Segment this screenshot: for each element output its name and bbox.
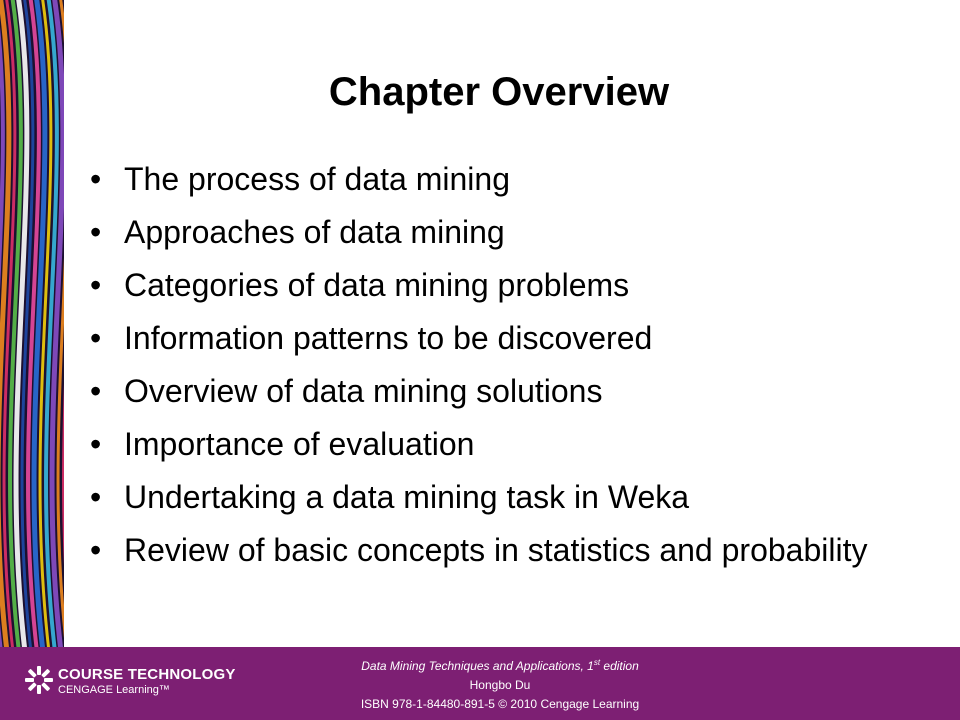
bullet-dot: • [90,161,102,197]
bullet-item [90,319,930,357]
bullet-item [90,425,930,463]
logo-cengage-learning [58,684,170,696]
bullet-text: Approaches of data mining [124,214,505,250]
bullet-dot: • [90,479,102,515]
citation-isbn: ISBN 978-1-84480-891-5 © 2010 Cengage Learning [360,697,640,711]
bullet-item [90,213,930,251]
bullet-item [90,531,930,569]
bullet-text: The process of data mining [124,161,510,197]
cengage-star-icon [24,665,54,695]
citation-title-text: Data Mining Techniques and Applications, 1 [361,659,594,673]
bullet-list [90,160,930,584]
bullet-dot: • [90,267,102,303]
decorative-stripe-panel [0,0,64,647]
bullet-dot: • [90,373,102,409]
bullet-text: Undertaking a data mining task in Weka [124,479,690,515]
logo-course-technology: COURSE TECHNOLOGY [58,666,236,683]
logo-cengage-text: CENGAGE Learning [58,684,159,696]
bullet-text: Categories of data mining problems [124,267,630,303]
bullet-text: Information patterns to be discovered [124,320,653,356]
bullet-item [90,372,930,410]
bullet-text: Importance of evaluation [124,426,475,462]
bullet-item [90,160,930,198]
citation-edition-suffix: edition [600,659,639,673]
logo-trademark: ™ [158,684,170,696]
footer-bar [0,647,960,720]
bullet-dot: • [90,426,102,462]
bullet-text: Overview of data mining solutions [124,373,603,409]
stripe-art [0,0,64,647]
bullet-item [90,266,930,304]
slide-title: Chapter Overview [328,70,670,114]
cengage-logo [24,663,244,703]
citation-book-title [300,653,700,676]
bullet-dot: • [90,214,102,250]
citation-author: Hongbo Du [469,678,531,692]
citation-edition-sup: st [593,658,601,667]
bullet-dot: • [90,532,102,568]
bullet-dot: • [90,320,102,356]
book-citation [300,653,700,714]
bullet-item [90,478,930,516]
bullet-text: Review of basic concepts in statistics and probability [124,532,868,568]
